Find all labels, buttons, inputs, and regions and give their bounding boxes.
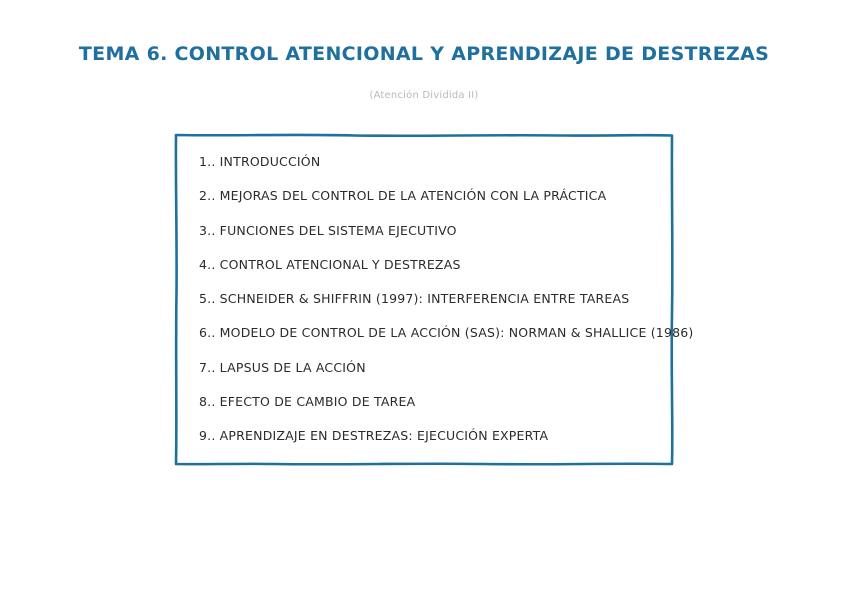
index-item: 7.. LAPSUS DE LA ACCIÓN <box>199 359 366 375</box>
index-item: 2.. MEJORAS DEL CONTROL DE LA ATENCIÓN CON LA PRÁCTICA <box>199 188 607 204</box>
index-item: 4.. CONTROL ATENCIONAL Y DESTREZAS <box>199 256 461 272</box>
index-item: 1.. INTRODUCCIÓN <box>199 154 321 169</box>
index-list <box>199 152 693 461</box>
index-item: 8.. EFECTO DE CAMBIO DE TAREA <box>199 394 416 410</box>
index-item: 9.. APRENDIZAJE EN DESTREZAS: EJECUCIÓN EXPERTA <box>199 428 549 444</box>
index-box <box>174 133 694 466</box>
page-subtitle: (Atención Dividida II) <box>369 90 479 101</box>
index-item: 6.. MODELO DE CONTROL DE LA ACCIÓN (SAS): NORMAN & SHALLICE (1986) <box>199 325 694 341</box>
index-item: 3.. FUNCIONES DEL SISTEMA EJECUTIVO <box>199 222 457 238</box>
index-item: 5.. SCHNEIDER & SHIFFRIN (1997): INTERFERENCIA ENTRE TAREAS <box>199 291 630 307</box>
page-title: TEMA 6. CONTROL ATENCIONAL Y APRENDIZAJE DE DESTREZAS <box>78 43 770 65</box>
